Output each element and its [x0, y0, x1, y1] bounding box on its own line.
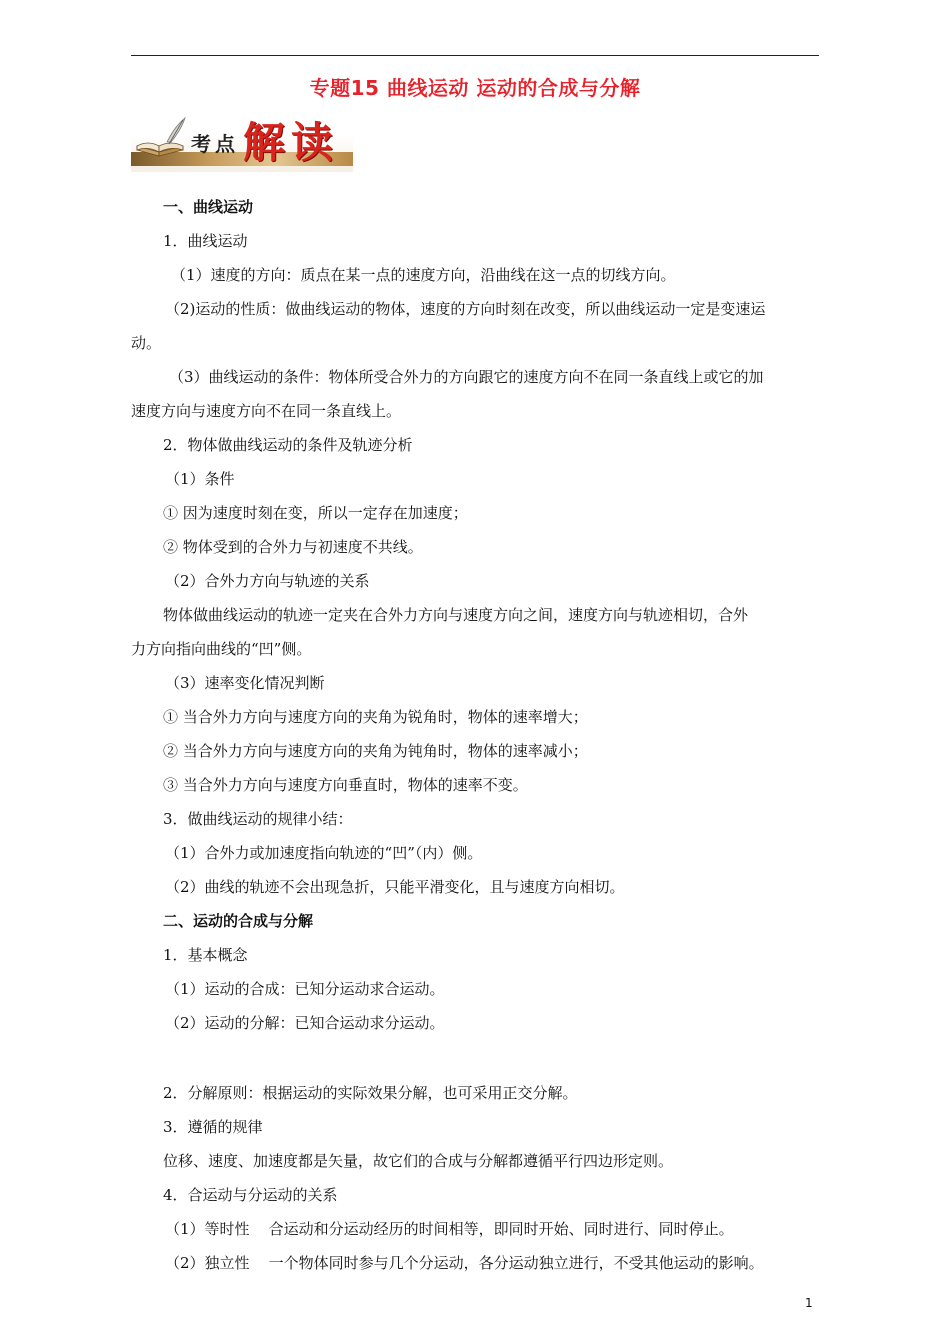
paragraph: 力方向指向曲线的“凹”侧。: [131, 640, 312, 658]
document-title: 专题15 曲线运动 运动的合成与分解: [309, 76, 641, 100]
kaodian-jiedu-banner: [131, 110, 353, 172]
banner-char-kao: 考: [191, 132, 211, 156]
paragraph: ② 当合外力方向与速度方向的夹角为钝角时，物体的速率减小；: [163, 742, 588, 760]
book-quill-icon: [133, 116, 189, 160]
paragraph: 位移、速度、加速度都是矢量，故它们的合成与分解都遵循平行四边形定则。: [163, 1152, 674, 1170]
paragraph: （2）曲线的轨迹不会出现急折，只能平滑变化，且与速度方向相切。: [165, 878, 625, 896]
paragraph: 物体做曲线运动的轨迹一定夹在合外力方向与速度方向之间，速度方向与轨迹相切，合外: [163, 606, 749, 624]
paragraph: ② 物体受到的合外力与初速度不共线。: [163, 538, 423, 556]
paragraph: （1）等时性 合运动和分运动经历的时间相等，即同时开始、同时进行、同时停止。: [165, 1220, 734, 1238]
paragraph: 2．物体做曲线运动的条件及轨迹分析: [163, 436, 413, 454]
paragraph: （1）运动的合成：已知分运动求合运动。: [165, 980, 445, 998]
banner-char-dian: 点: [215, 132, 235, 156]
paragraph: （1）速度的方向：质点在某一点的速度方向，沿曲线在这一点的切线方向。: [171, 266, 676, 284]
paragraph: 二、运动的合成与分解: [163, 912, 314, 930]
paragraph: （3）速率变化情况判断: [165, 674, 325, 692]
paragraph: （1）条件: [165, 470, 235, 488]
paragraph: （2)运动的性质：做曲线运动的物体，速度的方向时刻在改变，所以曲线运动一定是变速运: [165, 300, 766, 318]
banner-char-du: 读: [291, 118, 334, 167]
paragraph: 一、曲线运动: [163, 198, 254, 216]
paragraph: 动。: [131, 334, 162, 352]
paragraph: 3．遵循的规律: [163, 1118, 263, 1136]
paragraph: ① 当合外力方向与速度方向的夹角为锐角时，物体的速率增大；: [163, 708, 588, 726]
paragraph: 速度方向与速度方向不在同一条直线上。: [131, 402, 402, 420]
header-rule: [131, 55, 819, 56]
banner-char-jie: 解: [243, 118, 286, 167]
paragraph: 3．做曲线运动的规律小结：: [163, 810, 353, 828]
paragraph: （2）运动的分解：已知合运动求分运动。: [165, 1014, 445, 1032]
paragraph: ① 因为速度时刻在变，所以一定存在加速度；: [163, 504, 468, 522]
paragraph: ③ 当合外力方向与速度方向垂直时，物体的速率不变。: [163, 776, 528, 794]
paragraph: 1．基本概念: [163, 946, 248, 964]
paragraph: 1．曲线运动: [163, 232, 248, 250]
paragraph: 2．分解原则：根据运动的实际效果分解，也可采用正交分解。: [163, 1084, 578, 1102]
paragraph: 4．合运动与分运动的关系: [163, 1186, 338, 1204]
paragraph: （2）独立性 一个物体同时参与几个分运动，各分运动独立进行，不受其他运动的影响。: [165, 1254, 764, 1272]
paragraph: （3）曲线运动的条件：物体所受合外力的方向跟它的速度方向不在同一条直线上或它的加: [169, 368, 764, 386]
paragraph: （1）合外力或加速度指向轨迹的“凹”（内）侧。: [165, 844, 483, 862]
page-number: 1: [805, 1296, 813, 1310]
paragraph: （2）合外力方向与轨迹的关系: [165, 572, 370, 590]
